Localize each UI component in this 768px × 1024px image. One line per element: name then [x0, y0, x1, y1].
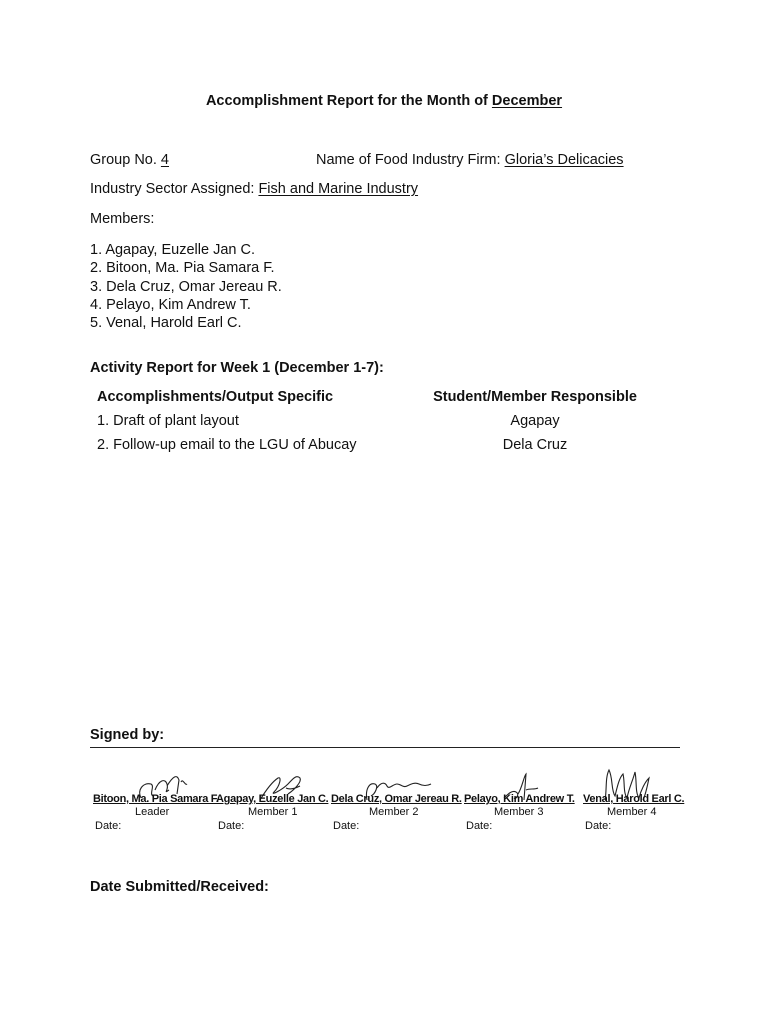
activity-task: 2. Follow-up email to the LGU of Abucay [97, 437, 357, 453]
signatory-name: Venal, Harold Earl C. [583, 793, 685, 805]
signatory-date: Date: [585, 820, 612, 832]
members-list [90, 241, 282, 332]
sector-label: Industry Sector Assigned: [90, 181, 259, 197]
signatory-name: Bitoon, Ma. Pia Samara F. [93, 793, 219, 805]
signatory-date: Date: [95, 820, 122, 832]
member-item: 1. Agapay, Euzelle Jan C. [90, 242, 255, 258]
activity-member: Agapay [510, 413, 560, 429]
signature-block [331, 760, 462, 840]
signature-block [216, 760, 329, 840]
signatory-name: Dela Cruz, Omar Jereau R. [331, 793, 462, 805]
signed-by-label: Signed by: [90, 727, 165, 743]
column-header-responsible: Student/Member Responsible [433, 389, 637, 405]
signatory-role: Member 1 [248, 806, 298, 818]
signatory-role: Member 2 [369, 806, 419, 818]
firm-line [316, 152, 624, 168]
signature-block [93, 760, 219, 840]
member-item: 4. Pelayo, Kim Andrew T. [90, 296, 251, 313]
group-label: Group No. [90, 152, 161, 168]
member-item: 5. Venal, Harold Earl C. [90, 315, 242, 332]
member-item: 2. Bitoon, Ma. Pia Samara F. [90, 260, 275, 277]
signature-divider [90, 747, 680, 748]
activity-member: Dela Cruz [502, 437, 568, 453]
firm-name: Gloria’s Delicacies [504, 152, 624, 168]
signatory-date: Date: [466, 820, 493, 832]
signature-block [583, 760, 685, 840]
members-label: Members: [90, 211, 155, 227]
signatory-name: Pelayo, Kim Andrew T. [464, 793, 575, 805]
activity-heading: Activity Report for Week 1 (December 1-7): [90, 360, 384, 376]
signatory-role: Member 3 [494, 806, 544, 818]
firm-label: Name of Food Industry Firm: [316, 152, 505, 168]
member-item: 3. Dela Cruz, Omar Jereau R. [90, 278, 282, 295]
group-number: 4 [160, 152, 169, 168]
report-month: December [491, 93, 563, 109]
signatory-role: Leader [135, 806, 170, 818]
report-title-prefix: Accomplishment Report for the Month of [205, 93, 492, 109]
signatory-date: Date: [218, 820, 245, 832]
date-submitted-label: Date Submitted/Received: [90, 879, 269, 895]
signatory-name: Agapay, Euzelle Jan C. [216, 793, 329, 805]
column-header-accomplishments: Accomplishments/Output Specific [97, 389, 334, 405]
group-line [90, 152, 169, 168]
activity-task: 1. Draft of plant layout [97, 413, 239, 429]
sector-name: Fish and Marine Industry [258, 181, 419, 197]
signature-block [464, 760, 575, 840]
sector-line [90, 181, 418, 197]
report-title [0, 93, 768, 109]
signatory-date: Date: [333, 820, 360, 832]
signatory-role: Member 4 [607, 806, 657, 818]
